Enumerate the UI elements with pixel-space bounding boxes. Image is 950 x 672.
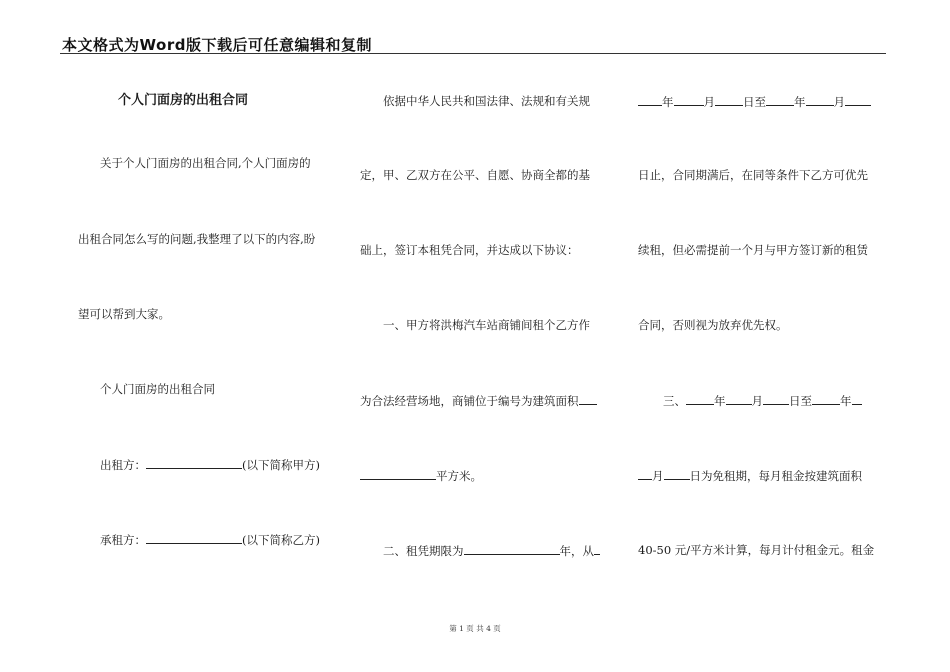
blank-year-3 [686,393,714,405]
month-label-4: 月 [652,469,664,483]
clause-1-unit: 平方米。 [436,469,482,483]
renewal-line-1: 日止，合同期满后，在同等条件下乙方可优先 [638,168,868,182]
month-label-1: 月 [703,95,715,109]
blank-month-3 [726,393,752,405]
year-label-1: 年 [662,95,674,109]
rent-free-line-2 [638,468,862,483]
month-label-3: 月 [751,394,763,408]
document-title: 个人门面房的出租合同 [118,93,249,108]
lessee-blank [146,532,242,544]
document-header: 本文格式为Word版下载后可任意编辑和复制 [62,36,372,54]
area-blank-a [579,393,597,405]
header-divider [60,53,886,54]
lessee-note: (以下简称乙方) [242,533,320,547]
rent-free-text: 日为免租期，每月租金按建筑面积 [689,469,862,483]
blank-day-1 [715,94,743,106]
clause-1-line-2 [360,393,597,408]
clause-2-text-a: 二、租凭期限为 [383,544,464,558]
intro-line-2: 出租合同怎么写的问题,我整理了以下的内容,盼 [78,232,316,246]
year-label-3: 年 [714,394,726,408]
blank-month-4a [852,393,862,405]
term-years-blank [464,543,560,555]
blank-month-1 [674,94,704,106]
blank-year-2 [766,94,794,106]
clause-1-text: 为合法经营场地，商铺位于编号为建筑面积 [360,394,579,408]
lessee-label: 承租方： [100,533,146,547]
renewal-line-2: 续租，但必需提前一个月与甲方签订新的租赁 [638,243,868,257]
lessor-line [100,457,320,472]
blank-month-4b [638,468,652,480]
clause-3-prefix: 三、 [663,394,686,408]
clause-intro-line-2: 定，甲、乙双方在公平、自愿、协商全都的基 [360,168,590,182]
year-label-4: 年 [840,394,852,408]
lessor-blank [146,457,242,469]
page-number: 第 1 页 共 4 页 [449,624,501,633]
rent-rate-line: 40-50 元/平方米计算，每月计付租金元。租金 [638,543,875,557]
renewal-line-3: 合同，否则视为放弃优先权。 [638,318,788,332]
term-dates-line [638,94,871,109]
clause-intro-line-3: 础上，签订本租凭合同，并达成以下协议： [360,243,579,257]
clause-intro-line-1: 依据中华人民共和国法律、法规和有关规 [383,94,590,108]
area-blank-b [360,468,436,480]
blank-day-4 [664,468,690,480]
rent-free-line-1 [663,393,862,408]
blank-year-1 [638,94,662,106]
blank-month-2 [806,94,834,106]
lessor-note: (以下简称甲方) [242,458,320,472]
month-label-2: 月 [833,95,845,109]
intro-line-3: 望可以帮到大家。 [78,307,170,321]
year-label-2: 年 [794,95,806,109]
intro-line-1: 关于个人门面房的出租合同,个人门面房的 [100,156,311,170]
day-label-1: 日至 [743,95,766,109]
contract-subtitle: 个人门面房的出租合同 [100,382,215,396]
clause-2-text-b: 年，从 [559,544,594,558]
clause-1-line-3 [360,468,482,483]
term-start-blank [594,543,600,555]
blank-year-4 [812,393,840,405]
clause-1-line-1: 一、甲方将洪梅汽车站商铺间租个乙方作 [383,318,590,332]
lessee-line [100,532,320,547]
clause-2-line-1 [383,543,600,558]
blank-day-2 [845,94,871,106]
blank-day-3 [763,393,789,405]
lessor-label: 出租方： [100,458,146,472]
day-label-3: 日至 [789,394,812,408]
